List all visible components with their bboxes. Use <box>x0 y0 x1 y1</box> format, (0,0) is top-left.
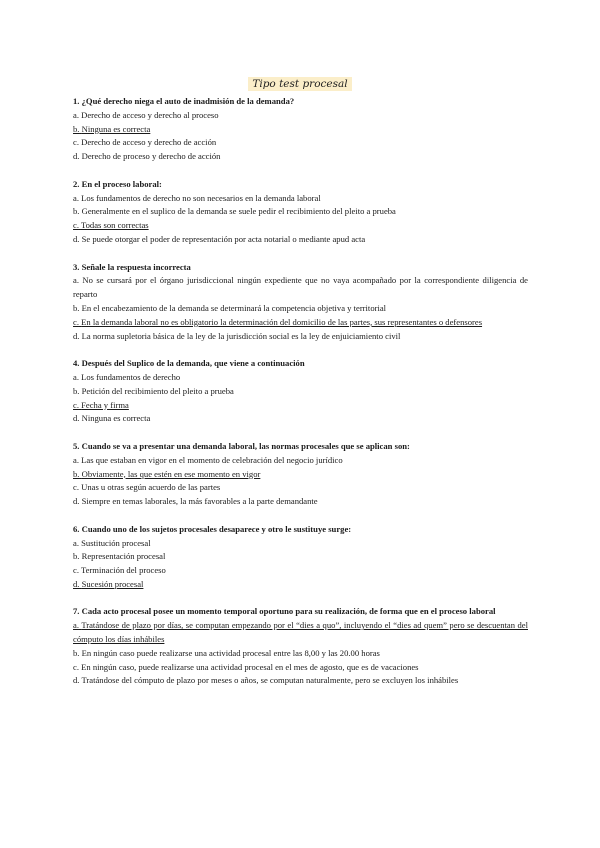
question-list <box>73 95 528 702</box>
option-c: c. En la demanda laboral no es obligatorio la determinación del domicilio de las partes, sus representantes o defensores <box>73 316 483 327</box>
option-d: d. Ninguna es correcta <box>73 413 151 424</box>
option-d: d. Siempre en temas laborales, la más favorables a la parte demandante <box>73 496 318 507</box>
option-a: a. Las que estaban en vigor en el momento de celebración del negocio jurídico <box>73 454 343 465</box>
option-d: d. Tratándose del cómputo de plazo por meses o años, se computan naturalmente, pero se excluyen los inhábiles <box>73 675 459 686</box>
question-3 <box>73 261 528 344</box>
option-a: a. Derecho de acceso y derecho al proceso <box>73 109 219 120</box>
option-b: b. En el encabezamiento de la demanda se determinará la competencia objetiva y territorial <box>73 302 387 313</box>
question-6 <box>73 523 528 592</box>
question-2 <box>73 178 528 247</box>
option-d: d. Se puede otorgar el poder de representación por acta notarial o mediante apud acta <box>73 233 366 244</box>
title-wrap <box>0 74 600 92</box>
question-text: 7. Cada acto procesal posee un momento temporal oportuno para su realización, de forma que en el proceso laboral <box>73 606 496 617</box>
option-c: c. Fecha y firma <box>73 399 129 410</box>
question-5 <box>73 440 528 509</box>
option-c: c. Unas u otras según acuerdo de las partes <box>73 482 221 493</box>
question-text: 4. Después del Suplico de la demanda, que viene a continuación <box>73 358 305 369</box>
option-a: a. Tratándose de plazo por días, se computan empezando por el “dies a quo”, incluyendo el “dies ad quem” pero se descuentan del cómputo los días inhábiles <box>73 620 528 645</box>
option-a: a. No se cursará por el órgano jurisdiccional ningún expediente que no vaya acompañado por la correspondiente diligencia de reparto <box>73 275 528 300</box>
option-b: b. En ningún caso puede realizarse una actividad procesal entre las 8,00 y las 20.00 horas <box>73 647 380 658</box>
option-b: b. Obviamente, las que estén en ese momento en vigor <box>73 468 261 479</box>
option-a: a. Los fundamentos de derecho <box>73 371 181 382</box>
question-4 <box>73 357 528 426</box>
option-b: b. Representación procesal <box>73 551 166 562</box>
option-d: d. Sucesión procesal <box>73 578 144 589</box>
question-text: 5. Cuando se va a presentar una demanda laboral, las normas procesales que se aplican son: <box>73 440 410 451</box>
option-b: b. Petición del recibimiento del pleito a prueba <box>73 385 234 396</box>
page-title: Tipo test procesal <box>248 77 351 91</box>
option-a: a. Sustitución procesal <box>73 537 151 548</box>
question-text: 2. En el proceso laboral: <box>73 178 162 189</box>
option-c: c. En ningún caso, puede realizarse una actividad procesal en el mes de agosto, que es de vacaciones <box>73 661 419 672</box>
option-b: b. Generalmente en el suplico de la demanda se suele pedir el recibimiento del pleito a prueba <box>73 206 396 217</box>
option-c: c. Terminación del proceso <box>73 565 166 576</box>
option-d: d. La norma supletoria básica de la ley de la jurisdicción social es la ley de enjuiciamiento civil <box>73 330 401 341</box>
option-c: c. Todas son correctas <box>73 220 149 231</box>
question-text: 3. Señale la respuesta incorrecta <box>73 261 191 272</box>
question-text: 6. Cuando uno de los sujetos procesales desaparece y otro le sustituye surge: <box>73 523 352 534</box>
option-b: b. Ninguna es correcta <box>73 123 151 134</box>
option-a: a. Los fundamentos de derecho no son necesarios en la demanda laboral <box>73 192 321 203</box>
question-7 <box>73 605 528 688</box>
question-text: 1. ¿Qué derecho niega el auto de inadmisión de la demanda? <box>73 96 295 106</box>
question-1 <box>73 95 528 164</box>
option-c: c. Derecho de acceso y derecho de acción <box>73 137 217 148</box>
option-d: d. Derecho de proceso y derecho de acción <box>73 151 221 162</box>
